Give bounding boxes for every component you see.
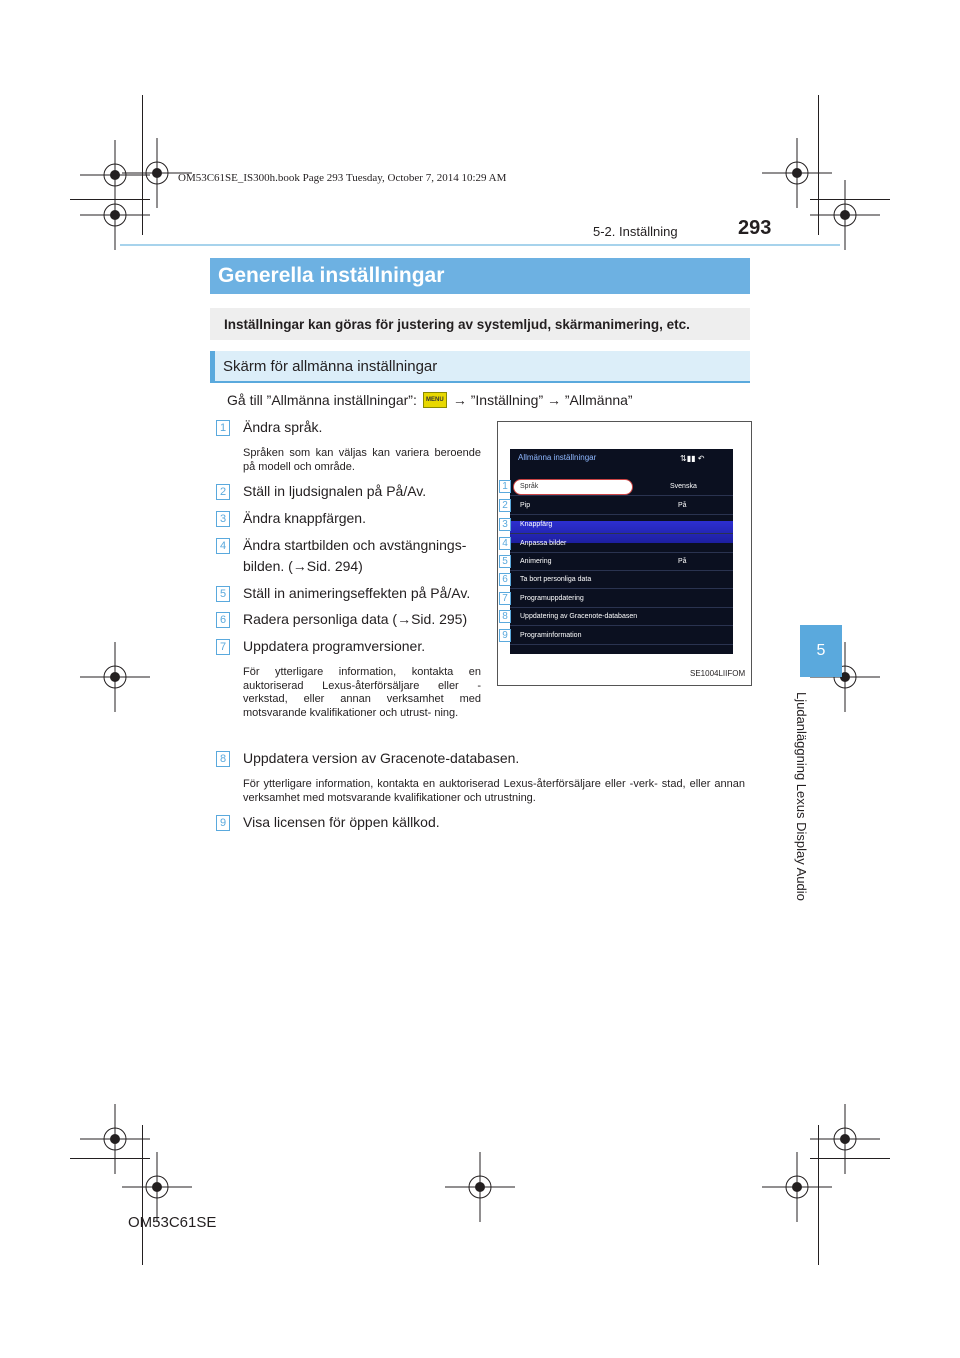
book-info: OM53C61SE_IS300h.book Page 293 Tuesday, October 7, 2014 10:29 AM — [178, 172, 507, 184]
setting-row[interactable] — [510, 553, 733, 571]
callout-number: 4 — [499, 537, 511, 550]
setting-label: Programuppdatering — [520, 595, 584, 602]
setting-row[interactable] — [510, 608, 733, 626]
setting-row[interactable] — [510, 535, 733, 553]
item-number: 1 — [216, 420, 230, 436]
instruction-before: Gå till ”Allmänna inställningar”: — [227, 392, 417, 408]
crop-line — [818, 1125, 819, 1265]
registration-mark-icon — [80, 642, 150, 712]
setting-row[interactable] — [510, 516, 733, 534]
page-title: Generella inställningar — [210, 258, 750, 294]
setting-value: Svenska — [670, 483, 697, 490]
status-icons: ⇅▮▮ ↶ — [680, 454, 705, 463]
item-number: 5 — [216, 586, 230, 602]
item-text: Ändra knappfärgen. — [243, 510, 366, 526]
image-code: SE1004LIIFOM — [690, 669, 746, 678]
setting-value: På — [678, 558, 687, 565]
item-number: 2 — [216, 484, 230, 500]
callout-number: 3 — [499, 518, 511, 531]
setting-label: Programinformation — [520, 632, 582, 639]
settings-screen — [510, 449, 733, 654]
chapter-tab: 5 — [800, 625, 842, 677]
callout-number: 7 — [499, 592, 511, 605]
setting-row[interactable] — [510, 627, 733, 645]
instruction — [227, 392, 633, 408]
callout-number: 6 — [499, 573, 511, 586]
setting-label: Uppdatering av Gracenote-databasen — [520, 613, 638, 620]
crop-line — [818, 95, 819, 235]
item-number: 3 — [216, 511, 230, 527]
footer-code: OM53C61SE — [128, 1214, 217, 1231]
setting-label: Pip — [520, 502, 531, 509]
setting-label: Språk — [520, 483, 539, 490]
instruction-after: → ”Inställning” → ”Allmänna” — [452, 392, 633, 408]
item-number: 8 — [216, 751, 230, 767]
setting-row[interactable] — [510, 590, 733, 608]
item-text: Ändra startbilden och avstängnings- — [243, 537, 467, 553]
item-text: Uppdatera version av Gracenote-databasen. — [243, 750, 520, 766]
item-note: För ytterligare information, kontakta en auktoriserad Lexus-återförsäljare eller -verk- stad, eller annan verksamhet med motsvarande kvalifikationer och utrustning. — [243, 778, 745, 804]
setting-row[interactable] — [510, 478, 733, 496]
crop-line — [70, 1158, 150, 1159]
chapter-title: Ljudanläggning Lexus Display Audio — [794, 692, 809, 901]
setting-label: Anpassa bilder — [520, 540, 567, 547]
item-number: 4 — [216, 538, 230, 554]
setting-row[interactable] — [510, 571, 733, 589]
crop-line — [142, 95, 143, 235]
registration-mark-icon — [810, 180, 880, 250]
page-number: 293 — [738, 217, 772, 239]
setting-value: På — [678, 502, 687, 509]
registration-mark-icon — [122, 1152, 192, 1222]
callout-number: 1 — [499, 480, 511, 493]
intro-text: Inställningar kan göras för justering av systemljud, skärmanimering, etc. — [210, 308, 750, 340]
header-rule — [120, 244, 840, 246]
item-text: Ställ in animeringseffekten på På/Av. — [243, 585, 471, 601]
registration-mark-icon — [80, 180, 150, 250]
crop-line — [810, 1158, 890, 1159]
section-reference: 5-2. Inställning — [593, 224, 678, 239]
crop-line — [70, 199, 150, 200]
registration-mark-icon — [445, 1152, 515, 1222]
item-number: 7 — [216, 639, 230, 655]
item-text: Uppdatera programversioner. — [243, 638, 426, 654]
callout-number: 9 — [499, 629, 511, 642]
callout-number: 8 — [499, 610, 511, 623]
item-note: För ytterligare information, kontakta en auktoriserad Lexus-återförsäljare eller - verkstad, eller annan verksamhet med motsvarande kvalifikationer och utrust- ning. — [243, 666, 481, 719]
item-text: Ändra språk. — [243, 419, 323, 435]
item-text: Visa licensen för öppen källkod. — [243, 814, 440, 830]
subheading: Skärm för allmänna inställningar — [210, 351, 750, 383]
crop-line — [810, 199, 890, 200]
setting-row[interactable] — [510, 497, 733, 515]
item-number: 9 — [216, 815, 230, 831]
item-text-continued: bilden. (→Sid. 294) — [243, 558, 363, 574]
registration-mark-icon — [762, 1152, 832, 1222]
crop-line — [142, 1125, 143, 1265]
screen-title: Allmänna inställningar — [518, 453, 597, 462]
callout-number: 2 — [499, 499, 511, 512]
callout-number: 5 — [499, 555, 511, 568]
item-text: Radera personliga data (→Sid. 295) — [243, 611, 468, 627]
menu-button-icon: MENU — [423, 392, 447, 408]
setting-label: Animering — [520, 558, 552, 565]
item-note: Språken som kan väljas kan variera beroende på modell och område. — [243, 447, 481, 473]
item-text: Ställ in ljudsignalen på På/Av. — [243, 483, 427, 499]
setting-label: Knappfärg — [520, 521, 553, 528]
item-number: 6 — [216, 612, 230, 628]
setting-label: Ta bort personliga data — [520, 576, 592, 583]
